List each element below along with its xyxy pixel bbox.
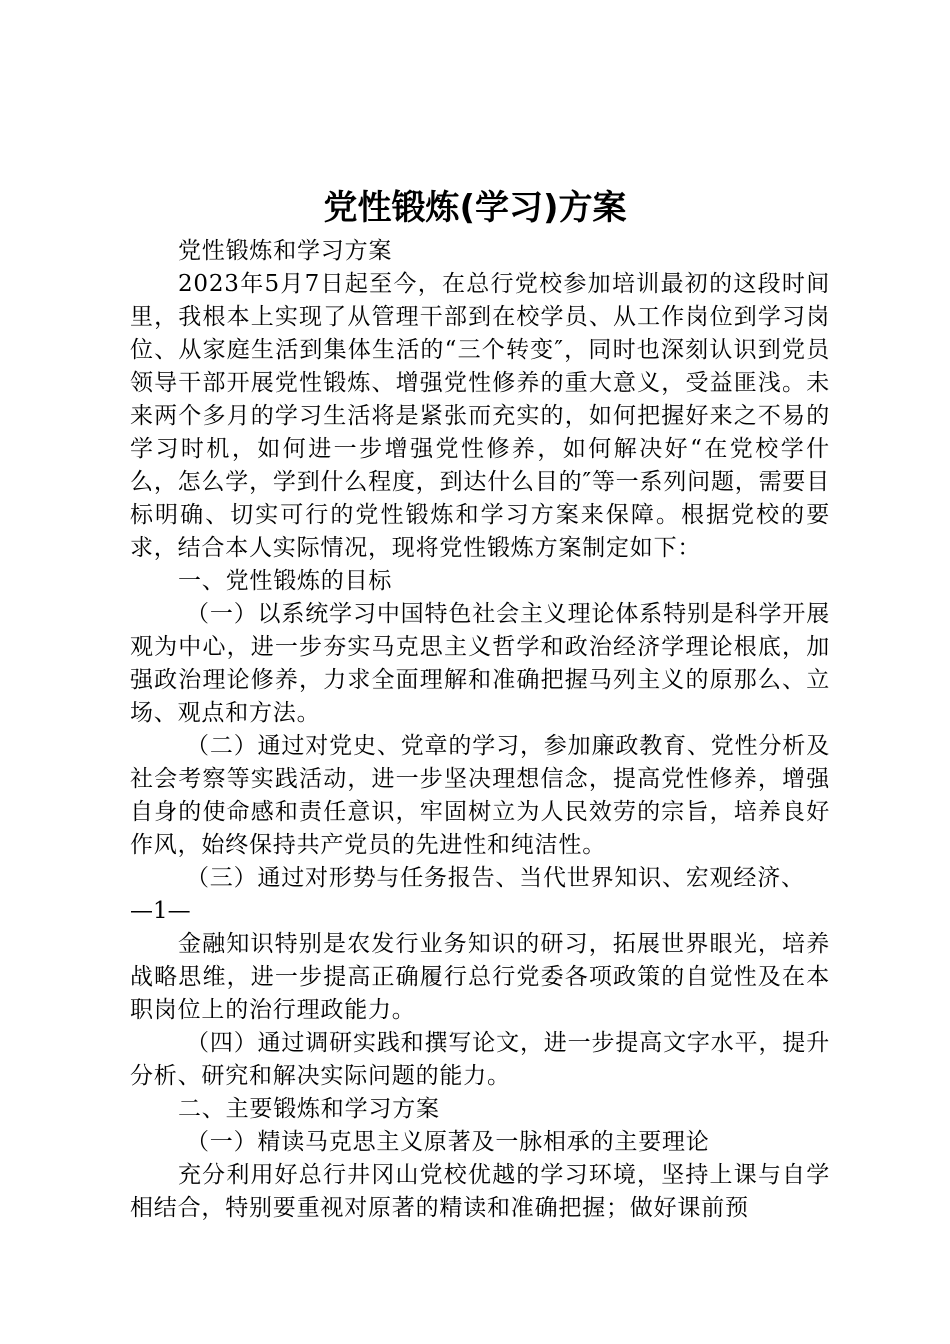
section-heading-plan: 二、主要锻炼和学习方案 bbox=[178, 1096, 440, 1122]
plan-subheading-1: （一）精读马克思主义原著及一脉相承的主要理论 bbox=[186, 1129, 710, 1155]
section-heading-goals: 一、党性锻炼的目标 bbox=[178, 568, 393, 594]
page-number: —1— bbox=[130, 898, 191, 924]
subtitle-paragraph: 党性锻炼和学习方案 bbox=[178, 238, 393, 264]
goal-paragraph-4: （四）通过调研实践和撰写论文，进一步提高文字水平，提升分析、研究和解决实际问题的能力。 bbox=[130, 1030, 830, 1089]
goal-paragraph-3-continued: 金融知识特别是农发行业务知识的研习，拓展世界眼光，培养战略思维，进一步提高正确履行总行党委各项政策的自觉性及在本职岗位上的治行理政能力。 bbox=[130, 931, 830, 1023]
document-title: 党性锻炼(学习)方案 bbox=[323, 188, 627, 228]
goal-paragraph-1: （一）以系统学习中国特色社会主义理论体系特别是科学开展观为中心，进一步夯实马克思主义哲学和政治经济学理论根底，加强政治理论修养，力求全面理解和准确把握马列主义的原那么、立场、观点和方法。 bbox=[130, 601, 830, 726]
goal-paragraph-3-start: （三）通过对形势与任务报告、当代世界知识、宏观经济、 bbox=[186, 865, 805, 891]
plan-paragraph-1: 充分利用好总行井冈山党校优越的学习环境，坚持上课与自学相结合，特别要重视对原著的精读和准确把握；做好课前预 bbox=[130, 1162, 830, 1221]
document-body bbox=[130, 235, 830, 1225]
intro-paragraph: 2023年5月7日起至今，在总行党校参加培训最初的这段时间里，我根本上实现了从管理干部到在校学员、从工作岗位到学习岗位、从家庭生活到集体生活的“三个转变″，同时也深刻认识到党员领导干部开展党性锻炼、增强党性修养的重大意义，受益匪浅。未来两个多月的学习生活将是紧张而充实的，如何把握好来之不易的学习时机，如何进一步增强党性修养，如何解决好“在党校学什么，怎么学，学到什么程度，到达什么目的″等一系列问题，需要目标明确、切实可行的党性锻炼和学习方案来保障。根据党校的要求，结合本人实际情况，现将党性锻炼方案制定如下： bbox=[130, 271, 830, 561]
goal-paragraph-2: （二）通过对党史、党章的学习，参加廉政教育、党性分析及社会考察等实践活动，进一步坚决理想信念，提高党性修养，增强自身的使命感和责任意识，牢固树立为人民效劳的宗旨，培养良好作风，始终保持共产党员的先进性和纯洁性。 bbox=[130, 733, 830, 858]
